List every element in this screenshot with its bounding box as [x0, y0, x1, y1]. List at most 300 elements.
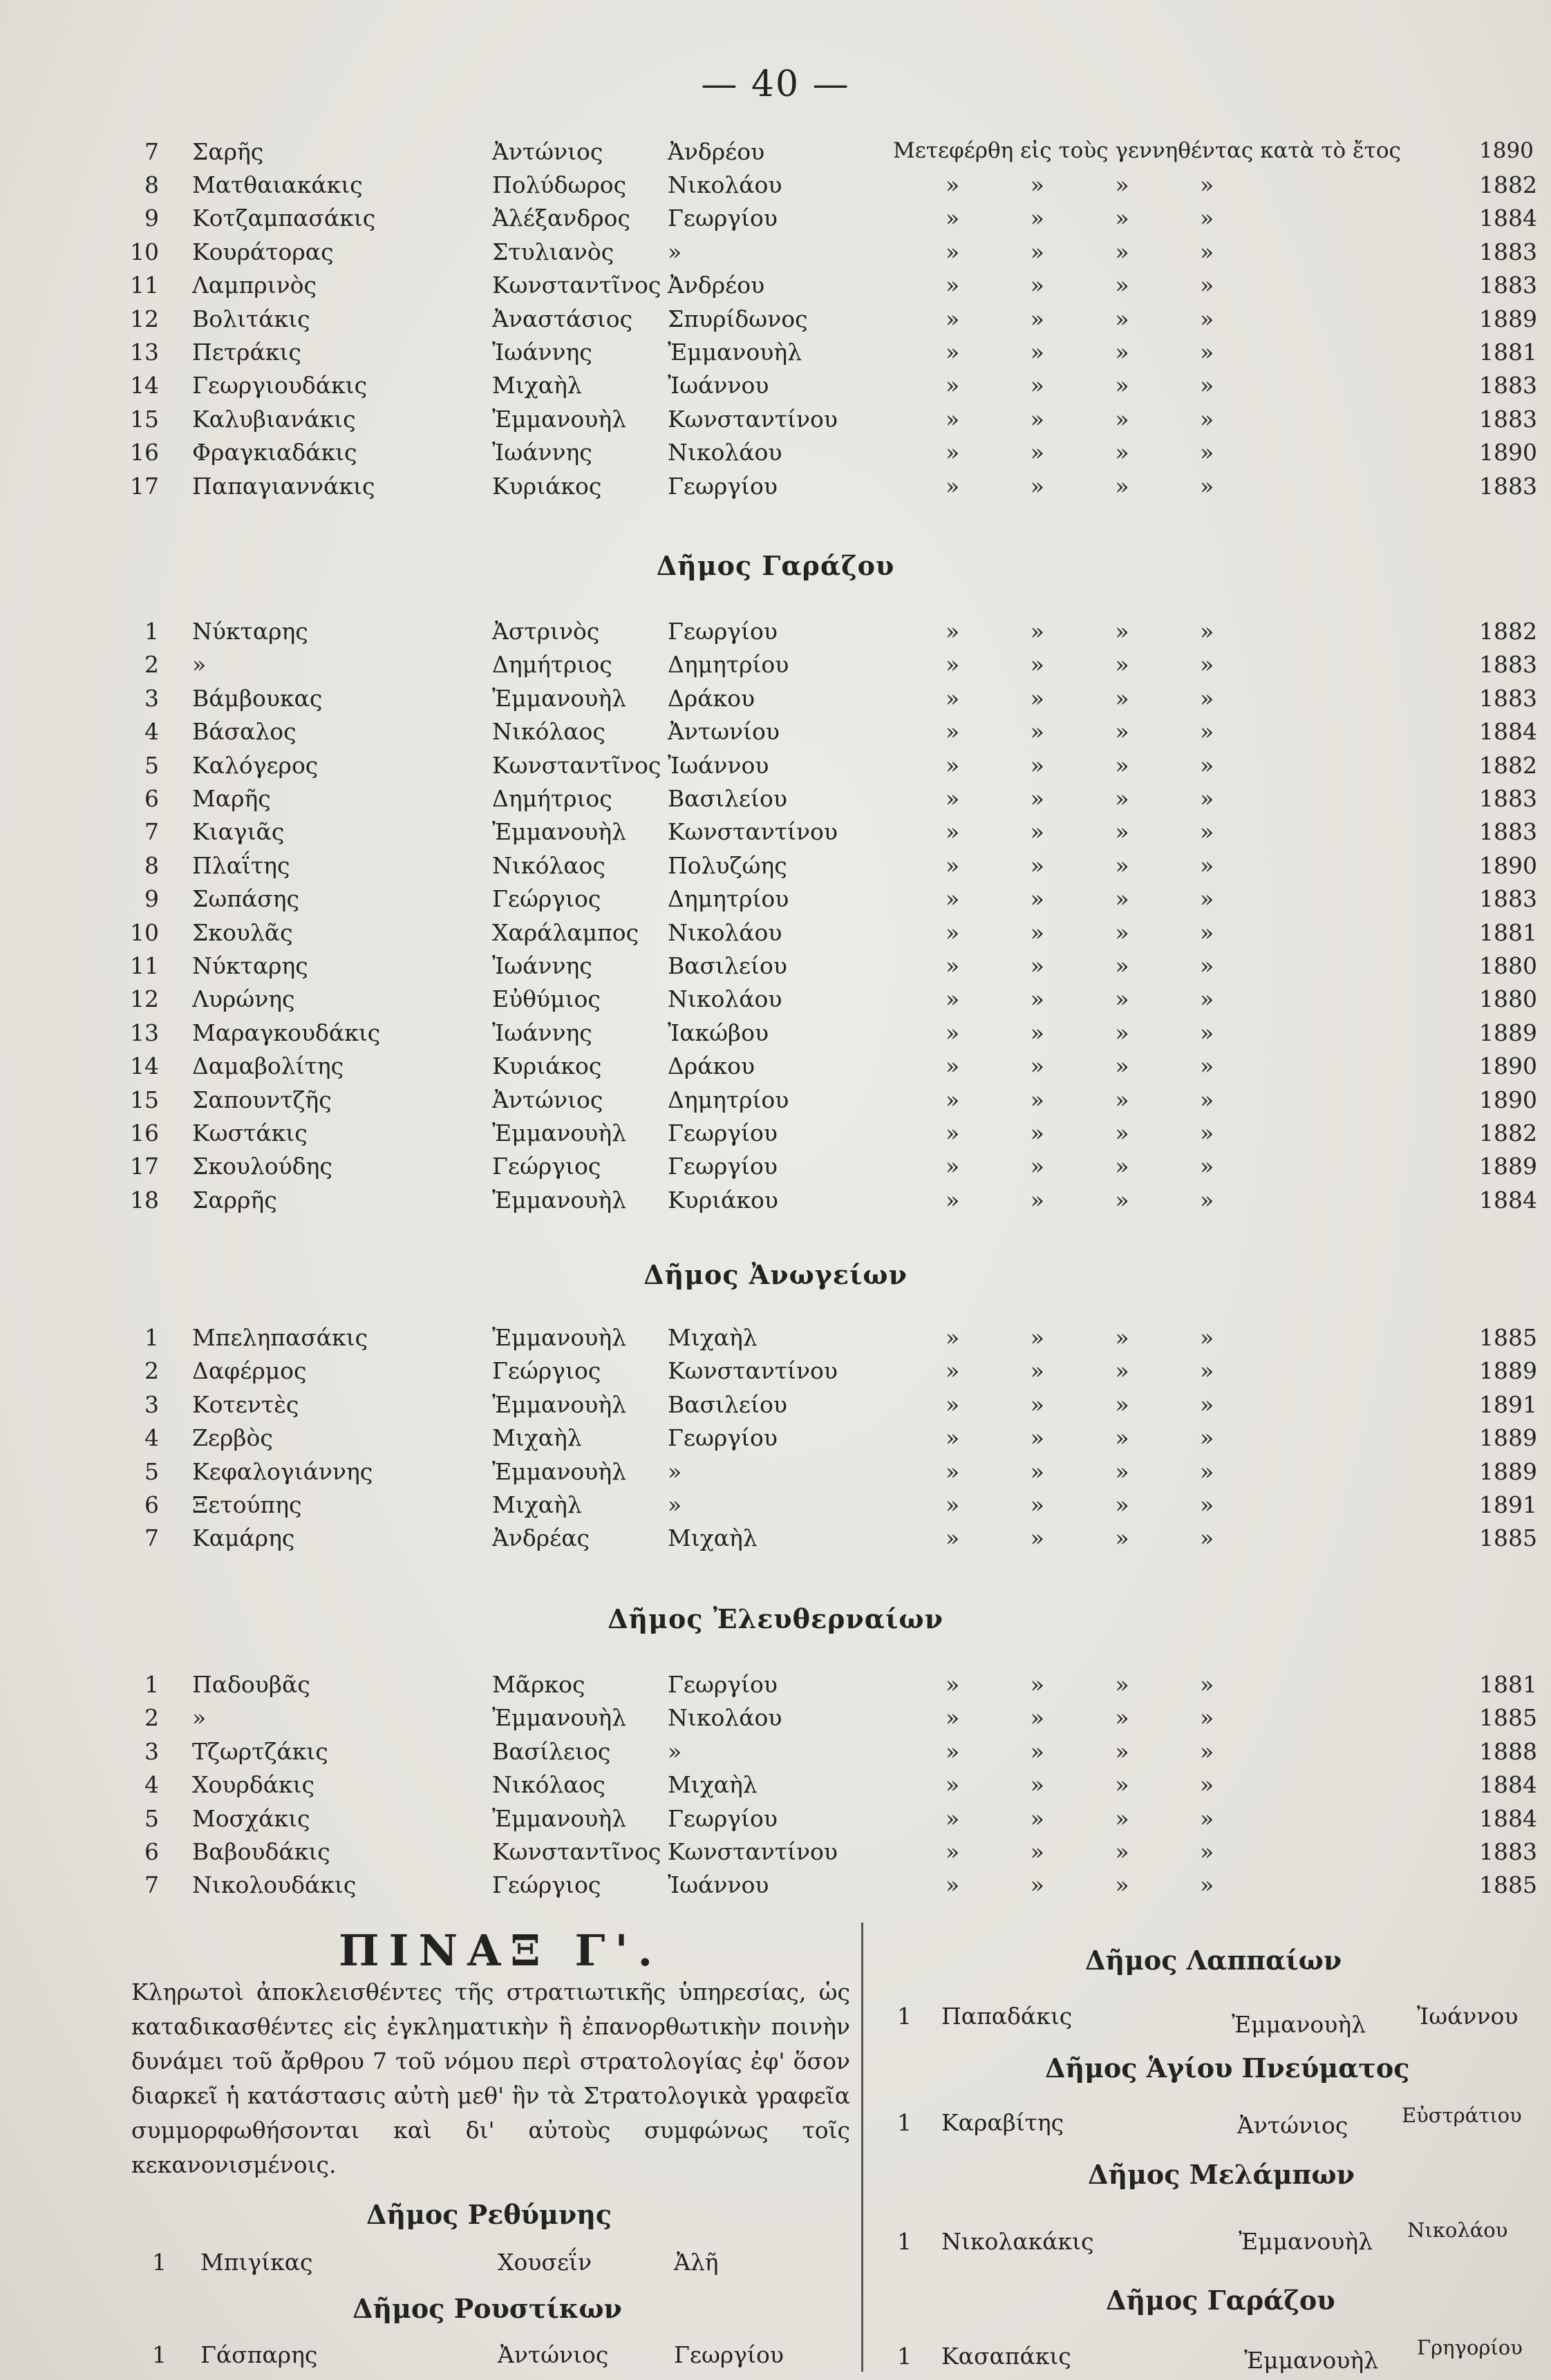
- first-name: Δημήτριος: [492, 785, 612, 812]
- surname: Βάσαλος: [192, 718, 297, 746]
- first-name: Εὐθύμιος: [492, 985, 601, 1013]
- first-name: Ἐμμανουὴλ: [492, 818, 627, 846]
- ditto-marks: » » » »: [946, 1424, 1246, 1452]
- row-number: 8: [144, 171, 159, 198]
- entry-surname: Γάσπαρης: [200, 2341, 318, 2368]
- father-name: »: [668, 1491, 682, 1518]
- table-row: [0, 985, 1551, 1019]
- entry-surname: Μπιγίκας: [200, 2249, 313, 2276]
- row-number: 14: [130, 1052, 159, 1080]
- section-heading: Δῆμος Ἐλευθερναίων: [608, 1603, 943, 1634]
- father-name: »: [668, 1457, 682, 1485]
- birth-year: 1884: [1479, 1771, 1537, 1799]
- row-number: 12: [130, 985, 159, 1013]
- table-row: [0, 339, 1551, 372]
- surname: Σωπάσης: [192, 885, 299, 913]
- birth-year: 1889: [1479, 1424, 1537, 1452]
- ditto-marks: » » » »: [946, 272, 1246, 299]
- first-name: Γεώργιος: [492, 885, 601, 913]
- table-row: [0, 1120, 1551, 1153]
- birth-year: 1882: [1479, 751, 1537, 779]
- first-name: Ἀλέξανδρος: [492, 205, 630, 232]
- ditto-marks: » » » »: [946, 618, 1246, 645]
- row-number: 5: [144, 751, 159, 779]
- birth-year: 1889: [1479, 305, 1537, 332]
- ditto-marks: » » » »: [946, 952, 1246, 979]
- transfer-year: 1890: [1479, 138, 1534, 163]
- father-name: »: [668, 238, 682, 265]
- table-row: [0, 685, 1551, 718]
- ditto-marks: » » » »: [946, 1390, 1246, 1418]
- father-name: Ἰωάννου: [668, 1871, 769, 1899]
- entry-surname: Παπαδάκις: [941, 2003, 1073, 2030]
- father-name: Ἀνδρέου: [668, 272, 765, 299]
- surname: Σαπουντζῆς: [192, 1086, 332, 1113]
- surname: Κιαγιᾶς: [192, 818, 285, 846]
- surname: Κεφαλογιάννης: [192, 1457, 373, 1485]
- surname: Φραγκιαδάκις: [192, 439, 357, 466]
- entry-father-name: Ἀλῆ: [674, 2249, 719, 2276]
- birth-year: 1881: [1479, 339, 1537, 366]
- birth-year: 1888: [1479, 1737, 1537, 1765]
- entry-number: 1: [897, 2228, 912, 2255]
- ditto-marks: » » » »: [946, 985, 1246, 1013]
- birth-year: 1880: [1479, 985, 1537, 1013]
- row-number: 11: [130, 952, 159, 979]
- row-number: 5: [144, 1804, 159, 1832]
- row-number: 4: [144, 1771, 159, 1799]
- father-name: Βασιλείου: [668, 952, 787, 979]
- first-name: Ἐμμανουὴλ: [492, 405, 627, 433]
- transfer-text: Μετεφέρθη εἰς τοὺς γεννηθέντας κατὰ τὸ ἔτος: [893, 138, 1401, 163]
- birth-year: 1882: [1479, 171, 1537, 198]
- row-number: 8: [144, 851, 159, 879]
- first-name: Μιχαὴλ: [492, 1424, 582, 1452]
- father-name: Δημητρίου: [668, 885, 789, 913]
- row-number: 7: [144, 138, 159, 165]
- ditto-marks: » » » »: [946, 1771, 1246, 1799]
- table-row: [0, 785, 1551, 818]
- table-row: [0, 1357, 1551, 1390]
- birth-year: 1883: [1479, 651, 1537, 679]
- column-divider: [861, 1923, 863, 2372]
- surname: Νύκταρης: [192, 952, 308, 979]
- row-number: 6: [144, 1838, 159, 1865]
- section-heading: Δῆμος Λαππαίων: [1085, 1945, 1342, 1976]
- ditto-marks: » » » »: [946, 1153, 1246, 1180]
- father-name: Γεωργίου: [668, 205, 778, 232]
- table-row: [0, 272, 1551, 305]
- row-number: 12: [130, 305, 159, 332]
- table-row: [0, 1153, 1551, 1186]
- surname: Καλόγερος: [192, 751, 319, 779]
- table-row: [0, 752, 1551, 785]
- row-number: 7: [144, 1524, 159, 1552]
- birth-year: 1890: [1479, 1086, 1537, 1113]
- table-row: [0, 919, 1551, 952]
- father-name: Σπυρίδωνος: [668, 305, 808, 332]
- father-name: Δημητρίου: [668, 651, 789, 679]
- first-name: Ἐμμανουὴλ: [492, 1457, 627, 1485]
- ditto-marks: » » » »: [946, 684, 1246, 712]
- entry-father-name: Γρηγορίου: [1417, 2336, 1523, 2359]
- row-number: 3: [144, 1737, 159, 1765]
- row-number: 10: [130, 918, 159, 946]
- ditto-marks: » » » »: [946, 751, 1246, 779]
- ditto-marks: » » » »: [946, 1052, 1246, 1080]
- surname: Παπαγιαννάκις: [192, 472, 375, 500]
- table-row: [0, 885, 1551, 918]
- first-name: Στυλιανὸς: [492, 238, 614, 265]
- father-name: Νικολάου: [668, 918, 782, 946]
- birth-year: 1884: [1479, 1186, 1537, 1213]
- birth-year: 1882: [1479, 618, 1537, 645]
- surname: Καμάρης: [192, 1524, 295, 1552]
- ditto-marks: » » » »: [946, 785, 1246, 812]
- surname: Ζερβὸς: [192, 1424, 273, 1452]
- surname: Σκουλᾶς: [192, 918, 293, 946]
- first-name: Ἐμμανουὴλ: [492, 684, 627, 712]
- entry-father-name: Νικολάου: [1407, 2218, 1508, 2242]
- table-row: [0, 1871, 1551, 1905]
- ditto-marks: » » » »: [946, 918, 1246, 946]
- row-number: 6: [144, 785, 159, 812]
- first-name: Χαράλαμπος: [492, 918, 639, 946]
- birth-year: 1883: [1479, 885, 1537, 913]
- father-name: Νικολάου: [668, 439, 782, 466]
- surname: Μπεληπασάκις: [192, 1324, 368, 1351]
- surname: Γεωργιουδάκις: [192, 372, 368, 399]
- table-row: [0, 1838, 1551, 1871]
- first-name: Ἐμμανουὴλ: [492, 1804, 627, 1832]
- row-number: 6: [144, 1491, 159, 1518]
- surname: Ξετούπης: [192, 1491, 302, 1518]
- section-heading: Δῆμος Μελάμπων: [1088, 2159, 1355, 2190]
- father-name: Γεωργίου: [668, 472, 778, 500]
- entry-number: 1: [897, 2343, 912, 2370]
- surname: »: [192, 1704, 207, 1732]
- surname: Λυρώνης: [192, 985, 295, 1013]
- ditto-marks: » » » »: [946, 1324, 1246, 1351]
- first-name: Ἐμμανουὴλ: [492, 1390, 627, 1418]
- page-number: — 40 —: [701, 64, 850, 105]
- table-row: [0, 718, 1551, 751]
- birth-year: 1884: [1479, 718, 1537, 746]
- table-title: ΠΙΝΑΞ Γ'.: [339, 1925, 663, 1976]
- father-name: Νικολάου: [668, 1704, 782, 1732]
- table-row: [0, 1424, 1551, 1457]
- first-name: Δημήτριος: [492, 651, 612, 679]
- father-name: Γεωργίου: [668, 1671, 778, 1698]
- ditto-marks: » » » »: [946, 1457, 1246, 1485]
- surname: Χουρδάκις: [192, 1771, 315, 1799]
- father-name: Κωνσταντίνου: [668, 1838, 838, 1865]
- surname: Δαμαβολίτης: [192, 1052, 344, 1080]
- surname: »: [192, 651, 207, 679]
- surname: Σαρρῆς: [192, 1186, 277, 1213]
- entry-first-name: Χουσεΐν: [498, 2249, 592, 2276]
- birth-year: 1889: [1479, 1153, 1537, 1180]
- father-name: Κωνσταντίνου: [668, 1357, 838, 1385]
- ditto-marks: » » » »: [946, 405, 1246, 433]
- row-number: 1: [144, 1324, 159, 1351]
- row-number: 3: [144, 1390, 159, 1418]
- row-number: 2: [144, 1704, 159, 1732]
- first-name: Ἀνδρέας: [492, 1524, 590, 1552]
- first-name: Μιχαὴλ: [492, 1491, 582, 1518]
- ditto-marks: » » » »: [946, 1671, 1246, 1698]
- ditto-marks: » » » »: [946, 339, 1246, 366]
- father-name: Δράκου: [668, 684, 755, 712]
- first-name: Ἰωάννης: [492, 952, 592, 979]
- table-row: [0, 1738, 1551, 1771]
- entry-number: 1: [152, 2249, 167, 2276]
- ditto-marks: » » » »: [946, 718, 1246, 746]
- surname: Μοσχάκις: [192, 1804, 310, 1832]
- table-row: [0, 372, 1551, 405]
- section-heading: Δῆμος Γαράζου: [656, 550, 895, 581]
- birth-year: 1890: [1479, 1052, 1537, 1080]
- surname: Κωστάκις: [192, 1120, 308, 1146]
- birth-year: 1889: [1479, 1019, 1537, 1046]
- birth-year: 1883: [1479, 818, 1537, 846]
- table-row: [0, 406, 1551, 439]
- birth-year: 1891: [1479, 1491, 1537, 1518]
- first-name: Ἰωάννης: [492, 439, 592, 466]
- first-name: Νικόλαος: [492, 1771, 605, 1799]
- birth-year: 1884: [1479, 205, 1537, 232]
- row-number: 2: [144, 1357, 159, 1385]
- table-row: [0, 205, 1551, 238]
- table-row: [0, 1671, 1551, 1704]
- table-row: [0, 473, 1551, 506]
- surname: Ματθαιακάκις: [192, 171, 363, 198]
- first-name: Ἰωάννης: [492, 339, 592, 366]
- table-row: [0, 1524, 1551, 1558]
- entry-father-name: Εὐστράτιου: [1402, 2104, 1522, 2127]
- surname: Τζωρτζάκις: [192, 1737, 328, 1765]
- surname: Δαφέρμος: [192, 1357, 307, 1385]
- birth-year: 1883: [1479, 238, 1537, 265]
- first-name: Γεώργιος: [492, 1871, 601, 1899]
- father-name: Μιχαὴλ: [668, 1524, 758, 1552]
- father-name: Μιχαὴλ: [668, 1771, 758, 1799]
- birth-year: 1881: [1479, 918, 1537, 946]
- row-number: 16: [130, 439, 159, 466]
- row-number: 4: [144, 1424, 159, 1452]
- first-name: Ἐμμανουὴλ: [492, 1120, 627, 1146]
- ditto-marks: » » » »: [946, 1086, 1246, 1113]
- row-number: 14: [130, 372, 159, 399]
- first-name: Μιχαὴλ: [492, 372, 582, 399]
- row-number: 15: [130, 1086, 159, 1113]
- birth-year: 1885: [1479, 1704, 1537, 1732]
- first-name: Κωνσταντῖνος: [492, 272, 661, 299]
- row-number: 13: [130, 1019, 159, 1046]
- entry-first-name: Ἐμμανουὴλ: [1239, 2228, 1373, 2255]
- row-number: 3: [144, 684, 159, 712]
- ditto-marks: » » » »: [946, 1120, 1246, 1146]
- section-heading: Δῆμος Ρεθύμνης: [366, 2199, 612, 2230]
- father-name: Βασιλείου: [668, 1390, 787, 1418]
- entry-father-name: Γεωργίου: [674, 2341, 784, 2368]
- table-row: [0, 439, 1551, 472]
- table-row: [0, 1704, 1551, 1737]
- father-name: Πολυζώης: [668, 851, 787, 879]
- entry-surname: Καραβίτης: [941, 2109, 1064, 2136]
- row-number: 17: [130, 472, 159, 500]
- ditto-marks: » » » »: [946, 1804, 1246, 1832]
- table-row: [0, 238, 1551, 272]
- table-row: [0, 1391, 1551, 1424]
- father-name: Ἐμμανουὴλ: [668, 339, 802, 366]
- entry-first-name: Ἀντώνιος: [1237, 2112, 1348, 2139]
- father-name: Ἰακώβου: [668, 1019, 769, 1046]
- entry-number: 1: [897, 2109, 912, 2136]
- row-number: 9: [144, 885, 159, 913]
- first-name: Ἐμμανουὴλ: [492, 1186, 627, 1213]
- birth-year: 1885: [1479, 1524, 1537, 1552]
- row-number: 1: [144, 1671, 159, 1698]
- ditto-marks: » » » »: [946, 1524, 1246, 1552]
- table-row: [0, 1324, 1551, 1357]
- father-name: Γεωργίου: [668, 1424, 778, 1452]
- table-row: [0, 1805, 1551, 1838]
- entry-surname: Κασαπάκις: [941, 2343, 1071, 2370]
- ditto-marks: » » » »: [946, 238, 1246, 265]
- first-name: Γεώργιος: [492, 1357, 601, 1385]
- surname: Κοτζαμπασάκις: [192, 205, 376, 232]
- row-number: 17: [130, 1153, 159, 1180]
- surname: Μαραγκουδάκις: [192, 1019, 381, 1046]
- ditto-marks: » » » »: [946, 1019, 1246, 1046]
- section-heading: Δῆμος Ἁγίου Πνεύματος: [1045, 2052, 1410, 2084]
- section-heading: Δῆμος Ρουστίκων: [352, 2293, 622, 2324]
- ditto-marks: » » » »: [946, 1704, 1246, 1732]
- first-name: Μᾶρκος: [492, 1671, 585, 1698]
- entry-number: 1: [152, 2341, 167, 2368]
- birth-year: 1883: [1479, 1838, 1537, 1865]
- father-name: Νικολάου: [668, 171, 782, 198]
- section-heading: Δῆμος Γαράζου: [1106, 2285, 1335, 2316]
- surname: Κουράτορας: [192, 238, 334, 265]
- first-name: Νικόλαος: [492, 851, 605, 879]
- ditto-marks: » » » »: [946, 885, 1246, 913]
- row-number: 10: [130, 238, 159, 265]
- entry-first-name: Ἀντώνιος: [498, 2341, 609, 2368]
- row-number: 5: [144, 1457, 159, 1485]
- birth-year: 1889: [1479, 1457, 1537, 1485]
- birth-year: 1880: [1479, 952, 1537, 979]
- entry-father-name: Ἰωάννου: [1417, 2003, 1519, 2030]
- first-name: Γεώργιος: [492, 1153, 601, 1180]
- birth-year: 1885: [1479, 1324, 1537, 1351]
- birth-year: 1883: [1479, 372, 1537, 399]
- table-row: [0, 1771, 1551, 1804]
- table-row: [0, 818, 1551, 851]
- birth-year: 1889: [1479, 1357, 1537, 1385]
- entry-number: 1: [897, 2003, 912, 2030]
- father-name: Ἀνδρέου: [668, 138, 765, 165]
- first-name: Βασίλειος: [492, 1737, 611, 1765]
- father-name: Γεωργίου: [668, 1120, 778, 1146]
- father-name: Γεωργίου: [668, 1153, 778, 1180]
- table-row: [0, 1052, 1551, 1086]
- birth-year: 1885: [1479, 1871, 1537, 1899]
- surname: Πετράκις: [192, 339, 301, 366]
- row-number: 4: [144, 718, 159, 746]
- table-description: Κληρωτοὶ ἀποκλεισθέντες τῆς στρατιωτικῆς ὑπηρεσίας, ὡς καταδικασθέντες εἰς ἐγκληματικὴν ἢ ἐπανορθωτικὴν ποινὴν δυνάμει τοῦ ἄρθρου 7 τοῦ νόμου περὶ στρατολογίας ἐφ' ὅσον διαρκεῖ ἡ κατάστασις αὐτὴ μεθ' ἣν τὰ Στρατολογικὰ γραφεῖα συμμορφωθήσονται καὶ δι' αὐτοὺς συμφώνως τοῖς κεκανονισμένοις.: [131, 1978, 850, 2178]
- father-name: Κυριάκου: [668, 1186, 778, 1213]
- table-row: [0, 852, 1551, 885]
- surname: Μαρῆς: [192, 785, 271, 812]
- surname: Παδουβᾶς: [192, 1671, 310, 1698]
- table-row: [0, 618, 1551, 651]
- ditto-marks: » » » »: [946, 1491, 1246, 1518]
- transfer-note: [893, 138, 1534, 163]
- birth-year: 1890: [1479, 439, 1537, 466]
- table-row: [0, 305, 1551, 339]
- row-number: 7: [144, 1871, 159, 1899]
- father-name: Δημητρίου: [668, 1086, 789, 1113]
- ditto-marks: » » » »: [946, 439, 1246, 466]
- ditto-marks: » » » »: [946, 651, 1246, 679]
- ditto-marks: » » » »: [946, 851, 1246, 879]
- ditto-marks: » » » »: [946, 818, 1246, 846]
- surname: Βαβουδάκις: [192, 1838, 330, 1865]
- first-name: Ἐμμανουὴλ: [492, 1704, 627, 1732]
- surname: Νικολουδάκις: [192, 1871, 357, 1899]
- ditto-marks: » » » »: [946, 1871, 1246, 1899]
- father-name: Δράκου: [668, 1052, 755, 1080]
- birth-year: 1882: [1479, 1120, 1537, 1146]
- table-row: [0, 1187, 1551, 1220]
- father-name: Γεωργίου: [668, 618, 778, 645]
- first-name: Κυριάκος: [492, 472, 602, 500]
- row-number: 16: [130, 1120, 159, 1146]
- ditto-marks: » » » »: [946, 1357, 1246, 1385]
- first-name: Ἀντώνιος: [492, 1086, 603, 1113]
- father-name: Ἰωάννου: [668, 751, 769, 779]
- birth-year: 1883: [1479, 272, 1537, 299]
- birth-year: 1881: [1479, 1671, 1537, 1698]
- birth-year: 1883: [1479, 405, 1537, 433]
- table-row: [0, 1019, 1551, 1052]
- row-number: 11: [130, 272, 159, 299]
- birth-year: 1890: [1479, 851, 1537, 879]
- surname: Καλυβιανάκις: [192, 405, 356, 433]
- ditto-marks: » » » »: [946, 171, 1246, 198]
- row-number: 9: [144, 205, 159, 232]
- birth-year: 1883: [1479, 785, 1537, 812]
- row-number: 1: [144, 618, 159, 645]
- father-name: Βασιλείου: [668, 785, 787, 812]
- entry-surname: Νικολακάκις: [941, 2228, 1094, 2255]
- first-name: Ἰωάννης: [492, 1019, 592, 1046]
- first-name: Πολύδωρος: [492, 171, 627, 198]
- surname: Πλαΐτης: [192, 851, 290, 879]
- ditto-marks: » » » »: [946, 1737, 1246, 1765]
- ditto-marks: » » » »: [946, 305, 1246, 332]
- row-number: 2: [144, 651, 159, 679]
- birth-year: 1891: [1479, 1390, 1537, 1418]
- row-number: 13: [130, 339, 159, 366]
- table-row: [0, 1458, 1551, 1491]
- entry-first-name: Ἐμμανουὴλ: [1232, 2011, 1366, 2038]
- birth-year: 1883: [1479, 472, 1537, 500]
- row-number: 18: [130, 1186, 159, 1213]
- row-number: 15: [130, 405, 159, 433]
